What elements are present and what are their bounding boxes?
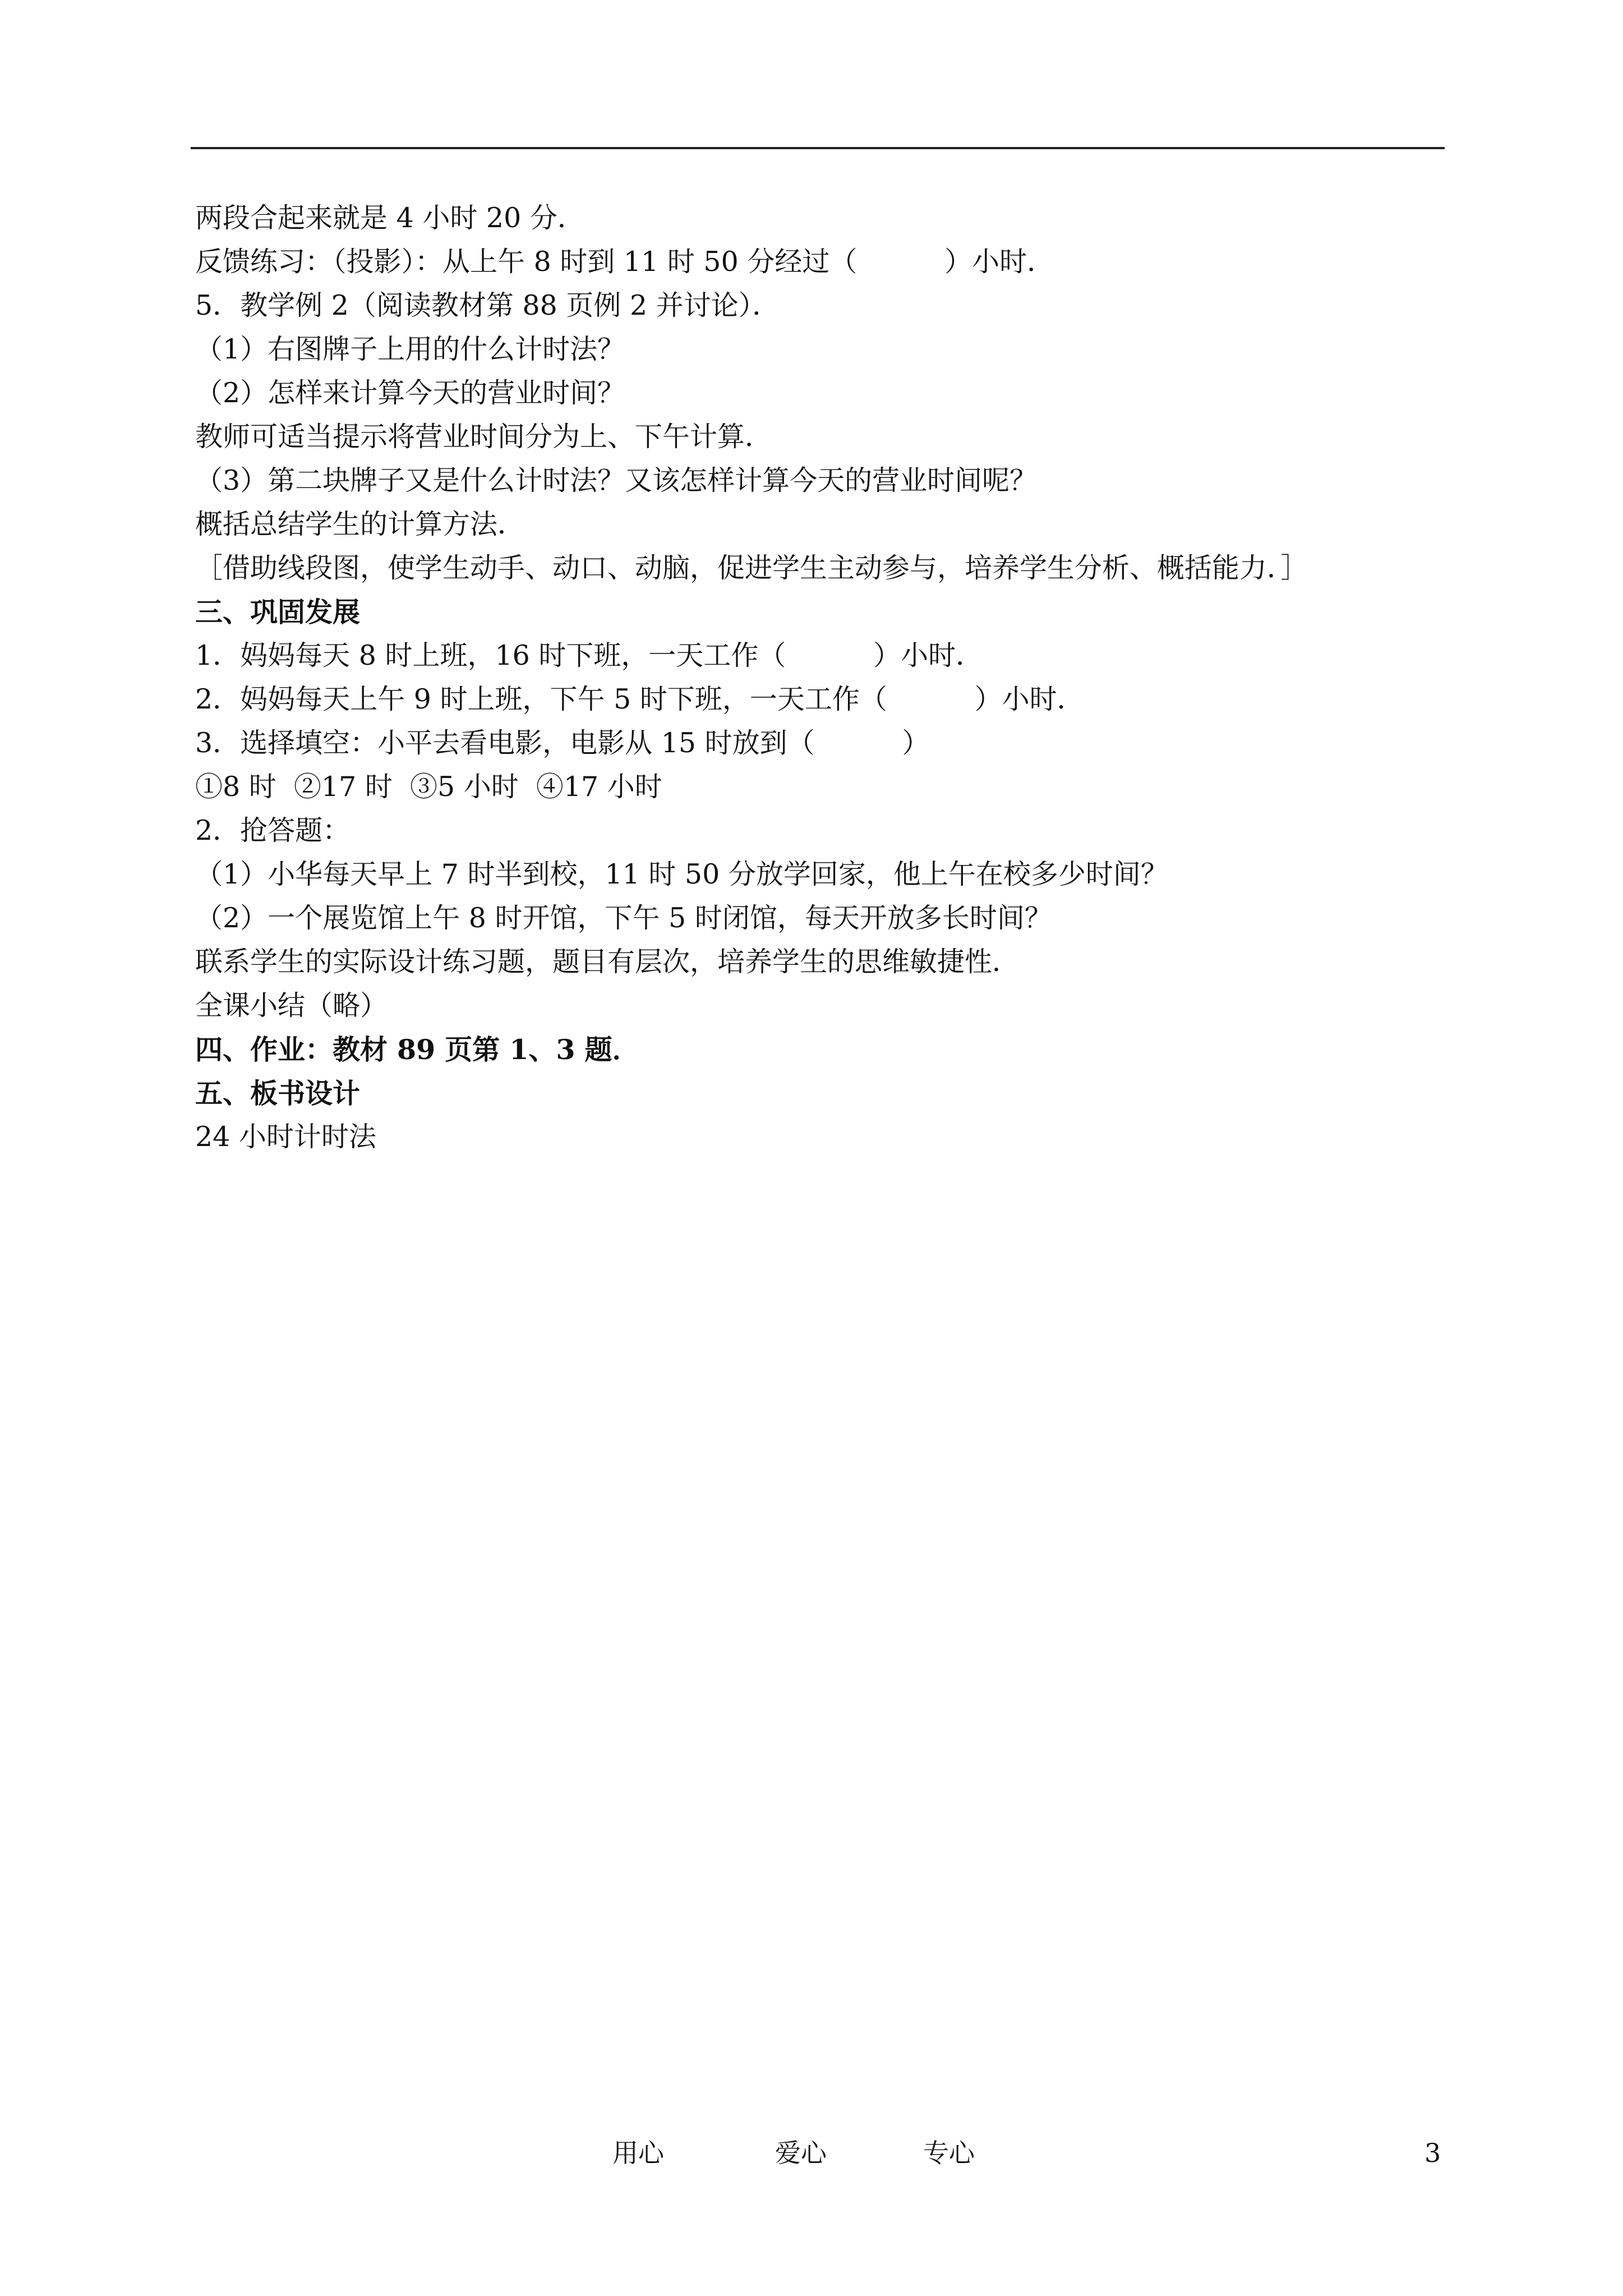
text-line: 概括总结学生的计算方法． bbox=[195, 508, 525, 540]
text-line: 24 小时计时法 bbox=[195, 1121, 376, 1153]
text-line: 3．选择填空：小平去看电影，电影从 15 时放到（ ） bbox=[195, 727, 930, 759]
footer-motto-2: 爱心 bbox=[775, 2138, 827, 2168]
footer-motto-1: 用心 bbox=[612, 2138, 664, 2168]
section-heading: 五、板书设计 bbox=[195, 1077, 361, 1110]
text-line: 反馈练习：（投影）：从上午 8 时到 11 时 50 分经过（ ）小时． bbox=[195, 246, 1055, 278]
text-line: 2．抢答题： bbox=[195, 815, 351, 846]
text-line: ①8 时 ②17 时 ③5 小时 ④17 小时 bbox=[195, 771, 662, 803]
text-line: 两段合起来就是 4 小时 20 分． bbox=[195, 202, 585, 234]
footer-motto-3: 专心 bbox=[923, 2138, 975, 2168]
text-line: （2）怎样来计算今天的营业时间？ bbox=[195, 377, 625, 409]
text-line: 5．教学例 2（阅读教材第 88 页例 2 并讨论）． bbox=[195, 289, 780, 321]
text-line: 联系学生的实际设计练习题，题目有层次，培养学生的思维敏捷性． bbox=[195, 946, 1020, 978]
section-heading: 四、作业：教材 89 页第 1、3 题． bbox=[195, 1033, 640, 1066]
text-line: 教师可适当提示将营业时间分为上、下午计算． bbox=[195, 421, 773, 453]
document-body bbox=[195, 196, 1429, 1159]
text-line: （3）第二块牌子又是什么计时法？又该怎样计算今天的营业时间呢？ bbox=[195, 464, 1038, 496]
text-line: （1）右图牌子上用的什么计时法？ bbox=[195, 333, 625, 365]
text-line: ［借助线段图，使学生动手、动口、动脑，促进学生主动参与，培养学生分析、概括能力．］ bbox=[195, 552, 1308, 584]
text-line: 1．妈妈每天 8 时上班，16 时下班，一天工作（ ）小时． bbox=[195, 639, 984, 671]
page-number: 3 bbox=[1424, 2138, 1441, 2168]
header-rule bbox=[191, 147, 1445, 149]
text-line: （1）小华每天早上 7 时半到校，11 时 50 分放学回家，他上午在校多少时间？ bbox=[195, 858, 1168, 890]
text-line: 2．妈妈每天上午 9 时上班，下午 5 时下班，一天工作（ ）小时． bbox=[195, 683, 1085, 715]
section-heading: 三、巩固发展 bbox=[195, 596, 361, 628]
text-line: （2）一个展览馆上午 8 时开馆，下午 5 时闭馆，每天开放多长时间？ bbox=[195, 902, 1052, 934]
text-line: 全课小结（略） bbox=[195, 990, 388, 1022]
